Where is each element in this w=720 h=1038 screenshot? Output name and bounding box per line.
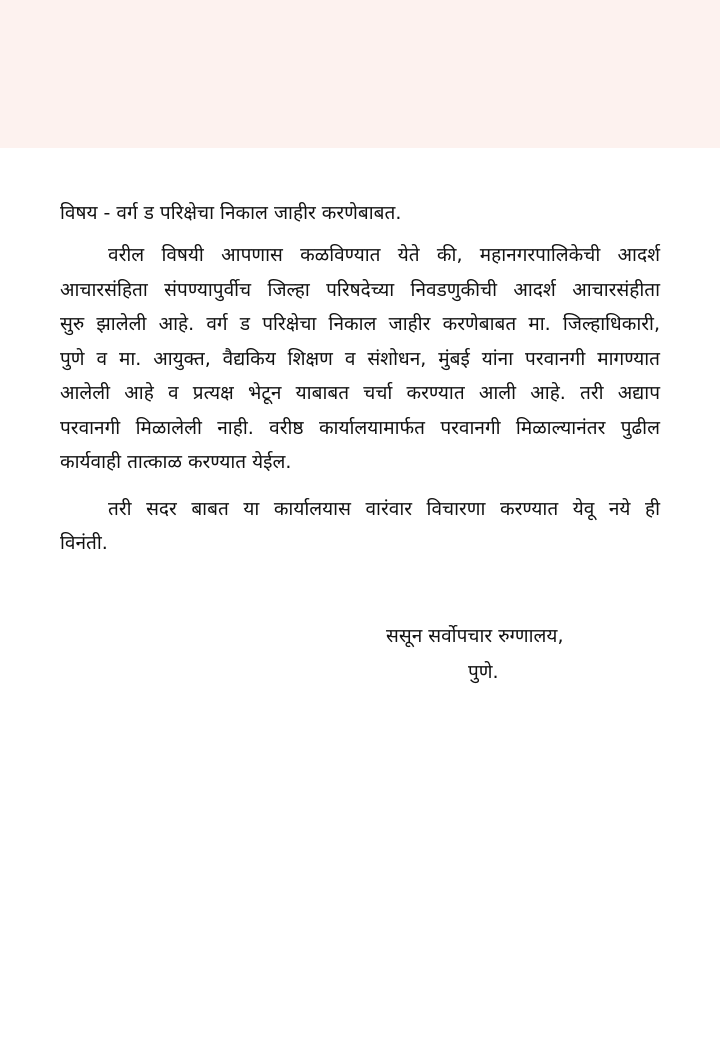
paragraph-2 <box>60 492 660 561</box>
paragraph-1-line: वरील विषयी आपणास कळविण्यात येते की, महानगरपालिकेची आदर्श <box>108 244 660 266</box>
signature-city: पुणे. <box>468 661 499 683</box>
paragraph-1-line: आलेली आहे व प्रत्यक्ष भेटून याबाबत चर्चा करण्यात आली आहे. तरी अद्याप <box>60 382 660 404</box>
paragraph-1-line: परवानगी मिळालेली नाही. वरीष्ठ कार्यालयामार्फत परवानगी मिळाल्यानंतर पुढील <box>60 416 660 439</box>
paragraph-1 <box>60 238 660 480</box>
signature-office: ससून सर्वोपचार रुग्णालय, <box>386 625 564 647</box>
subject-line: विषय - वर्ग ड परिक्षेचा निकाल जाहीर करणेबाबत. <box>60 202 402 224</box>
paragraph-1-line: पुणे व मा. आयुक्त, वैद्यकिय शिक्षण व संशोधन, मुंबई यांना परवानगी मागण्यात <box>60 347 660 370</box>
paragraph-1-line: सुरु झालेली आहे. वर्ग ड परिक्षेचा निकाल जाहीर करणेबाबत मा. जिल्हाधिकारी, <box>60 313 660 335</box>
paragraph-1-line: कार्यवाही तात्काळ करण्यात येईल. <box>60 451 292 473</box>
signature-block <box>386 618 564 690</box>
paragraph-2-line: तरी सदर बाबत या कार्यालयास वारंवार विचारणा करण्यात येवू नये ही <box>108 497 660 520</box>
paragraph-2-line: विनंती. <box>60 532 108 554</box>
header-band <box>0 0 720 148</box>
paragraph-1-line: आचारसंहिता संपण्यापुर्वीच जिल्हा परिषदेच्या निवडणुकीची आदर्श आचारसंहीता <box>60 278 660 301</box>
letter-body <box>60 196 660 561</box>
